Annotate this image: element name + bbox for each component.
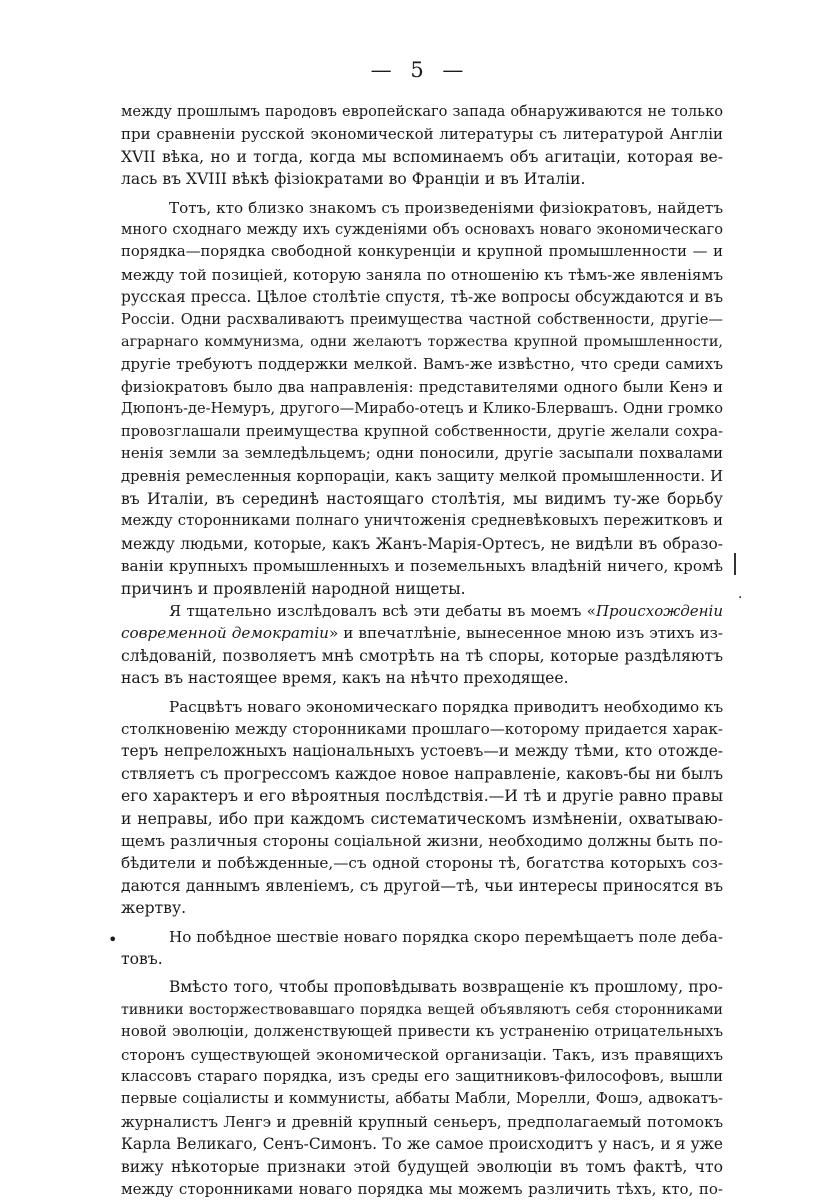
text-line: тивники восторжествовавшаго порядка вещей объявляютъ себя сторонниками (121, 1001, 723, 1018)
text-line: первые соціалисты и коммунисты, аббаты Мабли, Морелли, Фошэ, адвокатъ- (121, 1090, 723, 1108)
text-line: ваніи крупныхъ промышленныхъ и поземельныхъ владѣній ничего, кромѣ (121, 557, 723, 576)
text-line: Но побѣдное шествіе новаго порядка скоро перемѣщаетъ поле деба- (169, 927, 723, 946)
text-line: Тотъ, кто близко знакомъ съ произведеніями физіократовъ, найдетъ (169, 198, 723, 217)
text-line: сторонъ существующей экономической организаціи. Такъ, изъ правящихъ (121, 1045, 723, 1064)
text-line: ствляетъ съ прогрессомъ каждое новое направленіе, каковъ-бы ни былъ (121, 764, 723, 783)
text-line: его характеръ и его вѣроятныя послѣдствія.—И тѣ и другіе равно правы (121, 787, 723, 806)
text-line: между той позиціей, которую заняла по отношенію къ тѣмъ-же явленіямъ (121, 265, 723, 284)
text-line: Расцвѣтъ новаго экономическаго порядка приводитъ необходимо къ (169, 697, 724, 716)
text-line: журналистъ Ленгэ и древній крупный сеньеръ, предполагаемый потомокъ (121, 1112, 723, 1131)
margin-dot-mark: • (108, 930, 118, 949)
text-line: Карла Великаго, Сенъ-Симонъ. То же самое происходитъ у насъ, и я уже (121, 1135, 723, 1154)
text-line: щемъ различныя стороны соціальной жизни, необходимо должны быть по- (121, 832, 723, 850)
text-line: даются даннымъ явленіемъ, съ другой—тѣ, чьи интересы приносятся въ (121, 876, 723, 895)
text-line: слѣдованій, позволяетъ мнѣ смотрѣть на тѣ споры, которые раздѣляютъ (121, 646, 723, 665)
margin-tick-mark: · (738, 590, 743, 606)
book-title-part-2: современной демократіи (121, 624, 329, 643)
text-line (121, 600, 723, 622)
text-line: при сравненіи русской экономической литературы съ литературой Англіи (121, 125, 723, 144)
text-line: порядка—порядка свободной конкуренціи и крупной промышленности — и (121, 243, 723, 261)
text-line: столкновенію между сторонниками прошлаго—которому придается харак- (121, 719, 723, 738)
text-line: новой эволюціи, долженствующей привести къ устраненію отрицательныхъ (121, 1023, 723, 1041)
text-line: жертву. (121, 899, 187, 918)
text-line: насъ въ настоящее время, какъ на нѣчто преходящее. (121, 669, 569, 688)
text-line: другіе требуютъ поддержки мелкой. Вамъ-же извѣстно, что среди самихъ (121, 355, 723, 374)
text-line: въ Италіи, въ серединѣ настоящаго столѣтія, мы видимъ ту-же борьбу (121, 489, 723, 508)
margin-bar-mark (734, 553, 736, 575)
text-line: и неправы, ибо при каждомъ систематическомъ измѣненіи, охватываю- (121, 809, 723, 828)
text-line: между людьми, которые, какъ Жанъ-Марія-Ортесъ, не видѣли въ образо- (121, 534, 723, 553)
paragraph-3 (121, 600, 723, 690)
body-text (121, 101, 723, 1201)
book-title-part-1: Происхожденіи (595, 601, 723, 620)
text-line: Вмѣсто того, чтобы проповѣдывать возвращеніе къ прошлому, про- (169, 978, 723, 997)
page-number: — 5 — (370, 58, 470, 82)
text-line: русская пресса. Цѣлое столѣтіе спустя, тѣ-же вопросы обсуждаются и въ (121, 288, 723, 307)
text-line: теръ непреложныхъ національныхъ устоевъ—и между тѣми, кто отожде- (121, 742, 723, 761)
paragraph-6 (121, 976, 723, 1200)
text-line (121, 622, 723, 644)
text-fragment: Я тщательно изслѣдовалъ всѣ эти дебаты въ моемъ « (169, 601, 596, 620)
text-line: вижу нѣкоторые признаки этой будущей эволюціи въ томъ фактѣ, что (121, 1157, 723, 1176)
text-line: Дюпонъ-де-Немуръ, другого—Мирабо-отецъ и Клико-Блервашъ. Одни громко (121, 400, 723, 418)
text-line: аграрнаго коммунизма, одни желаютъ торжества крупной промышленности, (121, 334, 723, 351)
text-line: много сходнаго между ихъ сужденіями объ основахъ новаго экономическаго (121, 221, 723, 239)
text-line: между прошлымъ пародовъ европейскаго запада обнаруживаются не только (121, 103, 723, 120)
text-line: бѣдители и побѣжденные,—съ одной стороны тѣ, богатства которыхъ соз- (121, 854, 723, 873)
text-line: классовъ стараго порядка, изъ среды его защитниковъ-философовъ, вышли (121, 1068, 723, 1086)
text-line: провозглашали преимущества крупной собственности, другіе желали сохра- (121, 422, 723, 440)
text-line: причинъ и проявленій народной нищеты. (121, 579, 466, 598)
text-line: ненія земли за земледѣльцемъ; одни поносили, другіе засыпали похвалами (121, 445, 723, 463)
text-line: товъ. (121, 950, 163, 969)
text-fragment: » и впечатлѣніе, вынесенное мною изъ этихъ из- (328, 624, 723, 643)
paragraph-4 (121, 696, 723, 920)
paragraph-2 (121, 197, 723, 600)
text-line: Россіи. Одни расхваливаютъ преимущества частной собственности, другіе— (121, 310, 723, 328)
text-line: между сторонниками новаго порядка мы можемъ различить тѣхъ, кто, по- (121, 1180, 723, 1199)
paragraph-1 (121, 101, 723, 191)
text-line: лась въ XVIII вѣкѣ фізіократами во Франціи и въ Италіи. (121, 170, 586, 189)
text-line: древнія ремесленныя корпораціи, какъ защиту мелкой промышленности. И (121, 467, 723, 485)
paragraph-5 (121, 926, 723, 971)
text-line: физіократовъ было два направленія: представителями одного были Кенэ и (121, 377, 723, 396)
text-line: XVII вѣка, но и тогда, когда мы вспоминаемъ объ агитаціи, которая ве- (121, 147, 723, 166)
text-line: между сторонниками полнаго уничтоженія средневѣковыхъ пережитковъ и (121, 512, 723, 530)
